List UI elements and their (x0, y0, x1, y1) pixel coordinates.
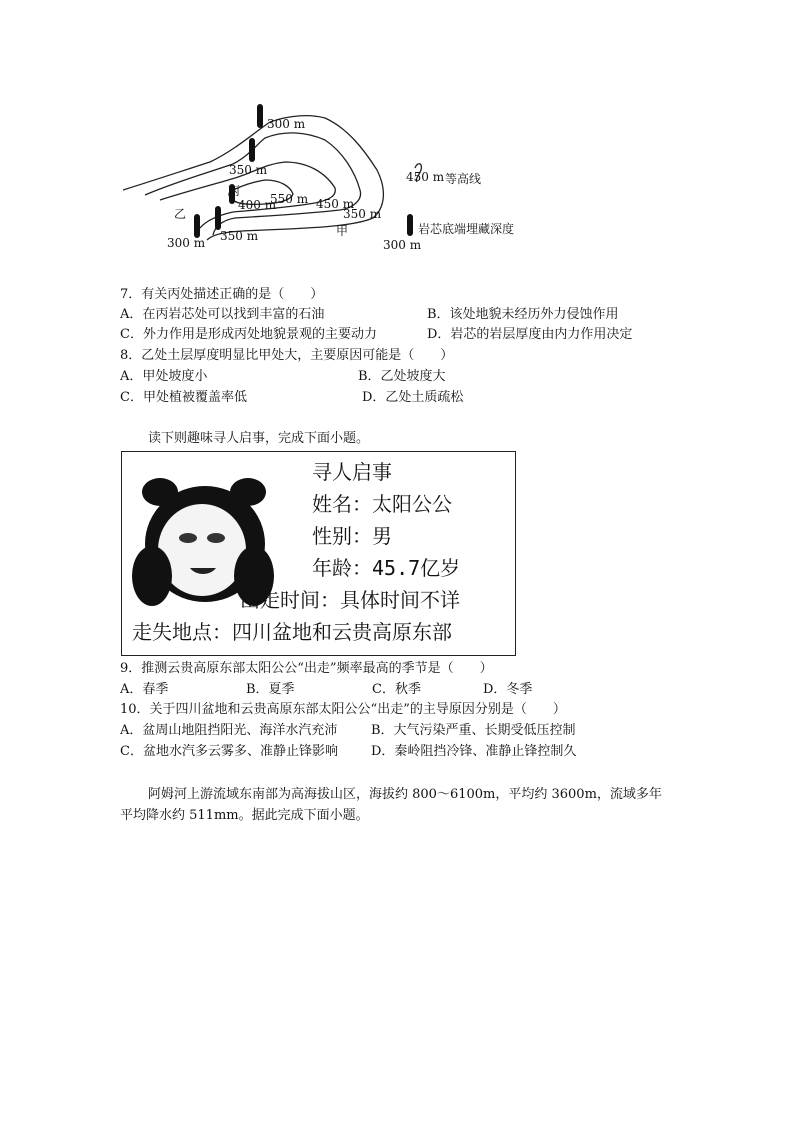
notice-name: 姓名：太阳公公 (312, 492, 452, 516)
core-bar (249, 138, 255, 162)
q10-stem: 10．关于四川盆地和云贵高原东部太阳公公“出走”的主导原因分别是（ ） (120, 702, 566, 717)
q7-stem: 7．有关丙处描述正确的是（ ） (120, 287, 324, 302)
notice-time: 出走时间：具体时间不详 (240, 588, 460, 612)
contour-label-450: 450 m (316, 197, 355, 211)
q7-option-c: C．外力作用是形成丙处地貌景观的主要动力 (120, 327, 377, 342)
q7-option-b: B．该处地貌未经历外力侵蚀作用 (427, 307, 619, 322)
legend-contour-value: 450 m (406, 170, 445, 184)
q7-option-d: D．岩芯的岩层厚度由内力作用决定 (427, 327, 633, 342)
q9-option-c: C．秋季 (372, 682, 421, 697)
contour-label-350-mid: 350 m (229, 163, 268, 177)
contour-label-550: 550 m (270, 192, 309, 206)
legend-core-symbol (407, 214, 413, 236)
label-bing: 丙 (228, 184, 241, 198)
intro-notice: 读下则趣味寻人启事，完成下面小题。 (148, 431, 370, 446)
legend-core-value: 300 m (383, 238, 422, 252)
q7-option-a: A．在丙岩芯处可以找到丰富的石油 (120, 307, 325, 322)
q9-option-d: D．冬季 (483, 682, 533, 697)
contour-label-350-right: 350 m (343, 207, 382, 221)
q9-option-a: A．春季 (120, 682, 169, 697)
missing-person-notice (121, 451, 516, 656)
notice-gender: 性别：男 (312, 524, 392, 548)
q9-option-b: B．夏季 (246, 682, 295, 697)
q8-option-b: B．乙处坡度大 (358, 369, 446, 384)
core-bar (257, 104, 263, 128)
label-jia: 甲 (336, 224, 349, 238)
label-yi: 乙 (174, 207, 187, 221)
q8-option-c: C．甲处植被覆盖率低 (120, 390, 247, 405)
q10-option-a: A．盆周山地阻挡阳光、海洋水汽充沛 (120, 723, 338, 738)
contour-label-400: 400 m (238, 198, 277, 212)
q8-option-a: A．甲处坡度小 (120, 369, 208, 384)
legend-contour-text: 等高线 (445, 172, 482, 186)
q10-option-c: C．盆地水汽多云雾多、准静止锋影响 (120, 744, 338, 759)
core-bar (215, 206, 221, 230)
legend-core-text: 岩芯底端埋藏深度 (418, 222, 515, 236)
q10-option-d: D．秦岭阻挡冷锋、准静止锋控制久 (371, 744, 577, 759)
core-bar (194, 214, 200, 238)
notice-title: 寻人启事 (312, 460, 392, 484)
notice-place: 走失地点：四川盆地和云贵高原东部 (132, 620, 452, 644)
contour-label-350-bottom: 350 m (220, 229, 259, 243)
q9-stem: 9．推测云贵高原东部太阳公公“出走”频率最高的季节是（ ） (120, 661, 493, 676)
q8-option-d: D．乙处土质疏松 (362, 390, 464, 405)
q10-option-b: B．大气污染严重、长期受低压控制 (371, 723, 576, 738)
notice-age: 年龄：45.7亿岁 (312, 556, 461, 580)
contour-label-300-top: 300 m (267, 117, 306, 131)
intro-amu-river-line2: 平均降水约 511mm。据此完成下面小题。 (120, 808, 369, 823)
q8-stem: 8．乙处土层厚度明显比甲处大，主要原因可能是（ ） (120, 348, 454, 363)
contour-label-300-bottom: 300 m (167, 236, 206, 250)
intro-amu-river-line1: 阿姆河上游流域东南部为高海拔山区，海拔约 800～6100m，平均约 3600m，流域多年 (148, 787, 662, 802)
